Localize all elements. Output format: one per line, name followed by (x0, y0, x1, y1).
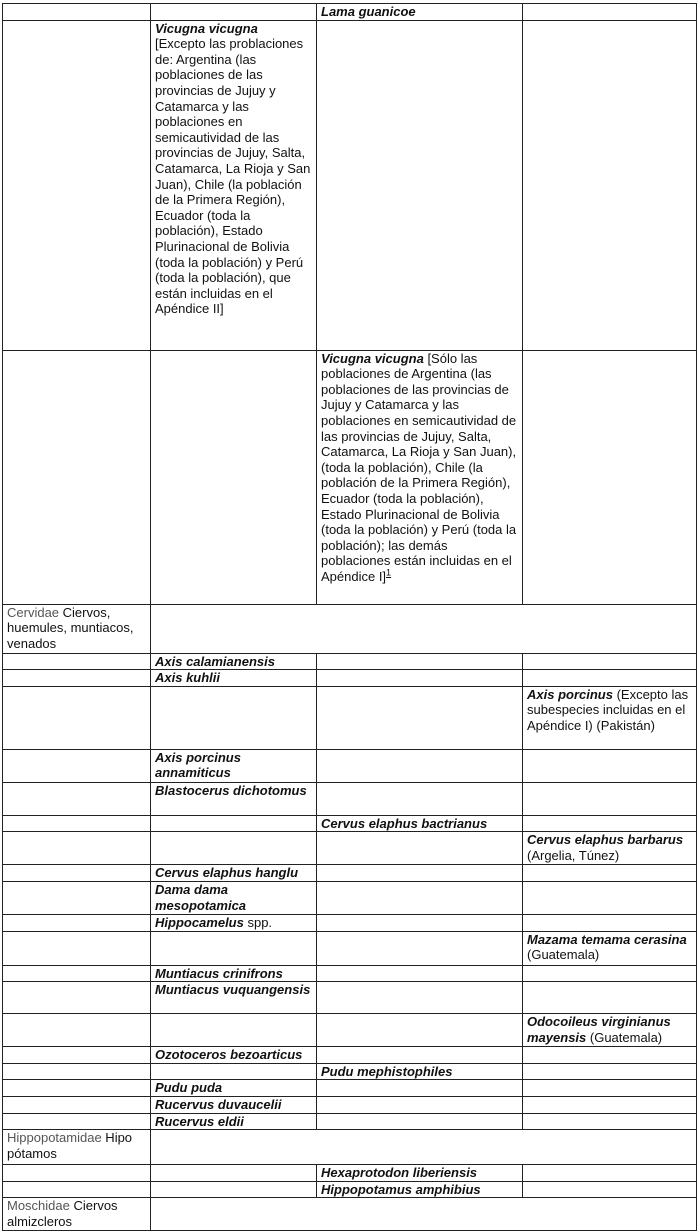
species-cell (151, 782, 317, 815)
table-body (3, 4, 697, 1231)
table-row (3, 670, 697, 687)
species-cell (317, 815, 523, 832)
species-cell (151, 982, 317, 1014)
empty-cell (151, 1130, 697, 1165)
empty-cell (3, 1063, 151, 1080)
table-row (3, 749, 697, 782)
empty-cell (317, 982, 523, 1014)
empty-cell (151, 686, 317, 749)
empty-cell (523, 914, 697, 931)
empty-cell (523, 1063, 697, 1080)
species-note: [Sólo las poblaciones de Argentina (las poblaciones de las provincias de Jujuy y Catamarca y las poblaciones en semicautividad de las provincias de Jujuy, Salta, Catamarca, La Rioja y San Juan), (toda la población), Chile (la población de la Primera Región), Ecuador (toda la población), Estado Plurinacional de Bolivia (toda la población) y Perú (toda la población); las demás poblaciones están incluidas en el Apéndice I] (321, 350, 517, 584)
empty-cell (3, 965, 151, 982)
species-cell (151, 670, 317, 687)
family-common-name: Hipo pótamos (7, 1130, 133, 1161)
species-cell (151, 1113, 317, 1130)
empty-cell (523, 20, 697, 350)
table-row (3, 1113, 697, 1130)
empty-cell (3, 865, 151, 882)
family-name: Hippopotamidae (7, 1130, 102, 1146)
empty-cell (151, 931, 317, 965)
species-note: [Excepto las problaciones de: Argentina (las poblaciones de las provincias de Jujuy y Catamarca y las poblaciones en semicautividad de las provincias de Jujuy, Salta, Catamarca, La Rioja y San Juan), Chile (la población de la Primera Región), Ecuador (toda la población), Estado Plurinacional de Bolivia (toda la población) y Perú (toda la población), que están incluidas en el Apéndice II] (155, 36, 311, 317)
species-name: Vicugna vicugna (321, 350, 424, 366)
empty-cell (523, 865, 697, 882)
species-name: Cervus elaphus barbarus (527, 832, 684, 848)
empty-cell (3, 653, 151, 670)
empty-cell (151, 1165, 317, 1182)
table-row (3, 20, 697, 350)
species-cell (317, 1063, 523, 1080)
empty-cell (3, 686, 151, 749)
table-row (3, 1047, 697, 1064)
species-cell (317, 350, 523, 604)
table-row (3, 815, 697, 832)
empty-cell (3, 1113, 151, 1130)
species-name: Ozotoceros bezoarticus (155, 1047, 303, 1063)
empty-cell (3, 782, 151, 815)
species-name: Lama guanicoe (321, 4, 416, 19)
empty-cell (317, 749, 523, 782)
empty-cell (523, 815, 697, 832)
table-row (3, 865, 697, 882)
species-name: Hippopotamus amphibius (321, 1181, 481, 1197)
species-name: Dama dama mesopotamica (155, 881, 247, 913)
family-common-name: Ciervos, huemules, muntiacos, venados (7, 604, 134, 651)
empty-cell (317, 1047, 523, 1064)
species-cell (523, 832, 697, 865)
family-row (3, 1130, 697, 1165)
cites-appendix-table (2, 3, 697, 1231)
empty-cell (523, 1165, 697, 1182)
empty-cell (523, 881, 697, 914)
species-name: Cervus elaphus bactrianus (321, 815, 488, 831)
table-row (3, 1014, 697, 1047)
empty-cell (317, 670, 523, 687)
species-note: (Guatemala) (527, 947, 600, 963)
empty-cell (317, 881, 523, 914)
species-name: Axis porcinus (527, 686, 613, 702)
species-cell (151, 1080, 317, 1097)
empty-cell (3, 815, 151, 832)
species-name: Hexaprotodon liberiensis (321, 1165, 478, 1181)
empty-cell (3, 832, 151, 865)
empty-cell (317, 782, 523, 815)
empty-cell (317, 1096, 523, 1113)
species-cell (151, 1047, 317, 1064)
species-cell (151, 1096, 317, 1113)
empty-cell (523, 965, 697, 982)
empty-cell (3, 1014, 151, 1047)
table-row (3, 1080, 697, 1097)
empty-cell (317, 653, 523, 670)
empty-cell (523, 1113, 697, 1130)
table-row (3, 4, 697, 21)
species-name: Axis porcinus annamiticus (155, 749, 241, 781)
species-cell (151, 881, 317, 914)
species-cell (151, 20, 317, 350)
family-cell (3, 1130, 151, 1165)
species-name: Rucervus eldii (155, 1113, 244, 1129)
empty-cell (3, 1181, 151, 1198)
species-note: spp. (243, 914, 273, 930)
species-name: Pudu mephistophiles (321, 1063, 453, 1079)
species-name: Cervus elaphus hanglu (155, 865, 299, 881)
empty-cell (523, 749, 697, 782)
species-name: Odocoileus virginianus mayensis (527, 1014, 671, 1045)
table-row (3, 1165, 697, 1182)
empty-cell (3, 1047, 151, 1064)
species-cell (317, 1165, 523, 1182)
empty-cell (523, 1096, 697, 1113)
table-row (3, 931, 697, 965)
family-common-name: Ciervos almizcleros (7, 1198, 118, 1229)
species-note: (Argelia, Túnez) (527, 847, 620, 863)
species-cell (523, 686, 697, 749)
species-cell (151, 914, 317, 931)
empty-cell (151, 1181, 317, 1198)
empty-cell (317, 965, 523, 982)
family-row (3, 1198, 697, 1231)
empty-cell (317, 914, 523, 931)
empty-cell (151, 350, 317, 604)
species-note: (Guatemala) (586, 1029, 663, 1045)
species-cell (151, 865, 317, 882)
species-name: Blastocerus dichotomus (155, 782, 307, 798)
empty-cell (523, 1047, 697, 1064)
table-row (3, 653, 697, 670)
table-row (3, 1063, 697, 1080)
empty-cell (3, 350, 151, 604)
empty-cell (3, 670, 151, 687)
empty-cell (523, 1181, 697, 1198)
family-name: Cervidae (7, 604, 60, 620)
empty-cell (523, 653, 697, 670)
empty-cell (151, 4, 317, 21)
empty-cell (3, 881, 151, 914)
empty-cell (523, 4, 697, 21)
species-name: Axis calamianensis (155, 653, 275, 669)
species-cell (523, 931, 697, 965)
empty-cell (317, 20, 523, 350)
species-cell (151, 965, 317, 982)
empty-cell (151, 604, 697, 653)
empty-cell (523, 1080, 697, 1097)
empty-cell (523, 350, 697, 604)
species-cell (151, 749, 317, 782)
table-row (3, 1096, 697, 1113)
species-name: Mazama temama cerasina (527, 931, 687, 947)
species-name: Hippocamelus (155, 914, 244, 930)
empty-cell (151, 832, 317, 865)
species-note: (Excepto las subespecies incluidas en el Apéndice I) (Pakistán) (527, 686, 689, 733)
table-row (3, 1181, 697, 1198)
empty-cell (3, 982, 151, 1014)
table-row (3, 832, 697, 865)
empty-cell (317, 1080, 523, 1097)
empty-cell (317, 832, 523, 865)
empty-cell (3, 931, 151, 965)
footnote-ref[interactable]: 1 (386, 567, 392, 578)
empty-cell (3, 1096, 151, 1113)
empty-cell (151, 1198, 697, 1231)
species-name: Vicugna vicugna (155, 20, 258, 36)
empty-cell (151, 1063, 317, 1080)
species-name: Pudu puda (155, 1080, 223, 1096)
empty-cell (151, 1014, 317, 1047)
table-row (3, 982, 697, 1014)
table-row (3, 965, 697, 982)
empty-cell (3, 4, 151, 21)
empty-cell (523, 982, 697, 1014)
empty-cell (151, 815, 317, 832)
table-row (3, 350, 697, 604)
table-row (3, 914, 697, 931)
species-name: Muntiacus crinifrons (155, 965, 283, 981)
empty-cell (523, 782, 697, 815)
empty-cell (3, 749, 151, 782)
table-row (3, 686, 697, 749)
family-name: Moschidae (7, 1198, 70, 1214)
family-cell (3, 1198, 151, 1231)
empty-cell (317, 931, 523, 965)
species-cell (317, 4, 523, 21)
empty-cell (317, 686, 523, 749)
empty-cell (3, 914, 151, 931)
family-row (3, 604, 697, 653)
empty-cell (317, 1113, 523, 1130)
empty-cell (317, 865, 523, 882)
empty-cell (3, 1080, 151, 1097)
species-cell (151, 653, 317, 670)
table-row (3, 782, 697, 815)
table-row (3, 881, 697, 914)
empty-cell (3, 1165, 151, 1182)
empty-cell (317, 1014, 523, 1047)
empty-cell (3, 20, 151, 350)
species-cell (523, 1014, 697, 1047)
species-cell (317, 1181, 523, 1198)
species-name: Muntiacus vuquangensis (155, 982, 311, 998)
empty-cell (523, 670, 697, 687)
family-cell (3, 604, 151, 653)
species-name: Axis kuhlii (155, 670, 221, 686)
species-name: Rucervus duvaucelii (155, 1096, 282, 1112)
